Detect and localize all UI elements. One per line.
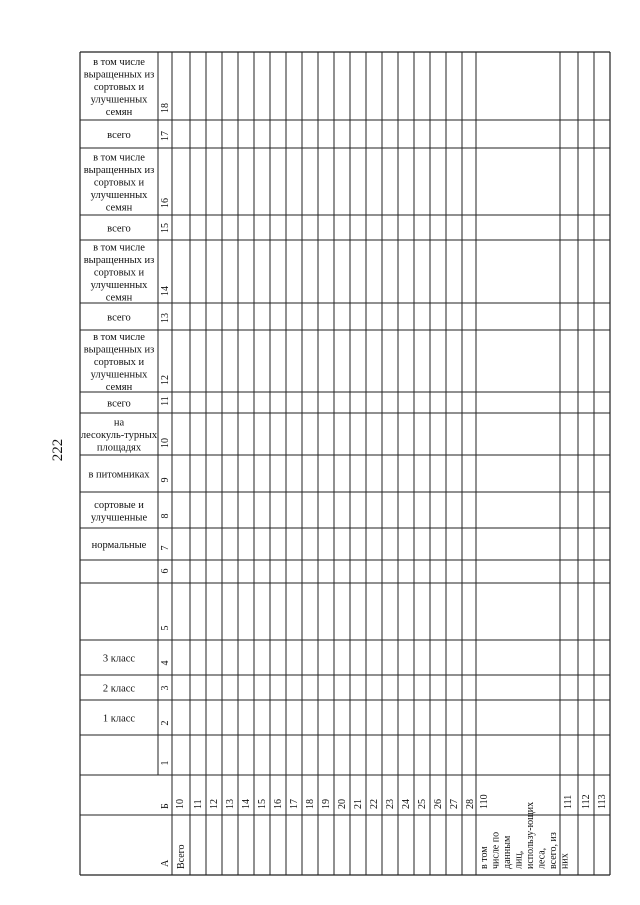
page-number: 222 — [50, 438, 66, 462]
column-number: 10 — [160, 438, 171, 448]
column-header-text: всего — [107, 223, 131, 235]
row-label-total: Всего — [176, 844, 187, 869]
row-code: 25 — [417, 799, 428, 809]
row-code: 16 — [273, 799, 284, 809]
column-header-text: улучшенных — [90, 369, 148, 381]
column-header-text: сортовых и — [93, 82, 145, 93]
column-header-text: семян — [105, 202, 133, 214]
column-header-text: улучшенных — [90, 94, 148, 106]
column-header-text: лесокуль-турных — [80, 430, 158, 441]
column-header-text: на — [113, 417, 125, 429]
column-header-text: семян — [105, 107, 133, 118]
header-a: А — [160, 859, 171, 867]
column-header-text: площадях — [96, 442, 142, 454]
row-code: 15 — [257, 799, 268, 809]
row-code: 113 — [597, 794, 608, 809]
column-number: 15 — [160, 223, 171, 233]
row-code: 12 — [209, 799, 220, 809]
column-number: 5 — [160, 625, 171, 631]
column-header-text: выращенных из — [83, 69, 155, 81]
column-header-text: всего — [107, 130, 131, 141]
row-label-users: лиц, — [513, 850, 525, 869]
column-header-text: улучшенных — [90, 280, 148, 291]
column-number: 13 — [160, 313, 171, 323]
column-header-text: сортовых и — [93, 357, 145, 368]
column-header-text: 3 класс — [102, 653, 136, 665]
row-code: 26 — [433, 799, 444, 809]
column-header-text: выращенных из — [83, 165, 155, 176]
row-label-users: использу-ющих — [525, 801, 536, 869]
row-code: 112 — [581, 794, 592, 809]
column-header-text: в питомниках — [88, 469, 150, 481]
row-code: 23 — [385, 799, 396, 809]
row-code: 14 — [241, 799, 252, 809]
column-header-text: улучшенные — [90, 512, 148, 524]
row-code: 22 — [369, 799, 380, 809]
row-code: 110 — [479, 794, 490, 809]
row-code: 21 — [353, 799, 364, 809]
column-number: 4 — [160, 660, 171, 666]
column-header-text: в том числе — [93, 57, 145, 68]
column-number: 11 — [160, 396, 171, 406]
column-header-text: в том числе — [93, 332, 145, 343]
row-code: 18 — [305, 799, 316, 809]
column-header-text: улучшенных — [90, 190, 148, 201]
column-header-text: в том числе — [93, 152, 145, 164]
row-label-users: в том — [479, 846, 490, 869]
column-header-text: сортовых и — [93, 267, 145, 279]
column-header-text: сортовые и — [94, 499, 144, 511]
row-code: 11 — [193, 799, 204, 809]
column-header-text: 1 класс — [102, 713, 136, 725]
column-number: 16 — [160, 198, 171, 208]
column-number: 1 — [160, 760, 171, 766]
column-header-text: сортовых и — [93, 177, 145, 189]
column-number: 17 — [160, 131, 171, 141]
column-number: 9 — [160, 477, 171, 483]
column-number: 7 — [160, 545, 171, 551]
column-number: 2 — [160, 720, 171, 726]
column-number: 12 — [160, 375, 171, 385]
row-label-users: всего, из — [548, 832, 559, 869]
column-header-text: семян — [105, 382, 133, 393]
row-code: 24 — [401, 799, 412, 809]
row-code: 17 — [289, 799, 300, 809]
column-header-text: семян — [105, 292, 133, 304]
column-number: 14 — [160, 286, 171, 296]
row-code: 27 — [449, 799, 460, 809]
column-header-text: 2 класс — [102, 683, 136, 695]
column-number: 3 — [160, 685, 171, 691]
column-header-text: всего — [107, 398, 131, 410]
column-number: 6 — [160, 568, 171, 574]
row-code: 19 — [321, 799, 332, 809]
row-code: 13 — [225, 799, 236, 809]
column-header-text: в том числе — [93, 242, 145, 254]
row-code: 10 — [175, 799, 186, 809]
row-code: 111 — [563, 794, 574, 809]
column-header-text: нормальные — [91, 540, 147, 551]
column-header-text: всего — [107, 312, 131, 324]
row-label-users: числе по — [490, 831, 502, 869]
row-label-users: данным — [502, 835, 513, 869]
column-number: 18 — [160, 103, 171, 113]
row-label-users: них — [559, 853, 571, 869]
row-code: 20 — [337, 799, 348, 809]
row-label-users: леса, — [536, 847, 548, 869]
column-number: 8 — [160, 513, 171, 519]
column-header-text: выращенных из — [83, 344, 155, 356]
header-b: Б — [160, 803, 171, 809]
column-header-text: выращенных из — [83, 255, 155, 266]
row-code: 28 — [465, 799, 476, 809]
